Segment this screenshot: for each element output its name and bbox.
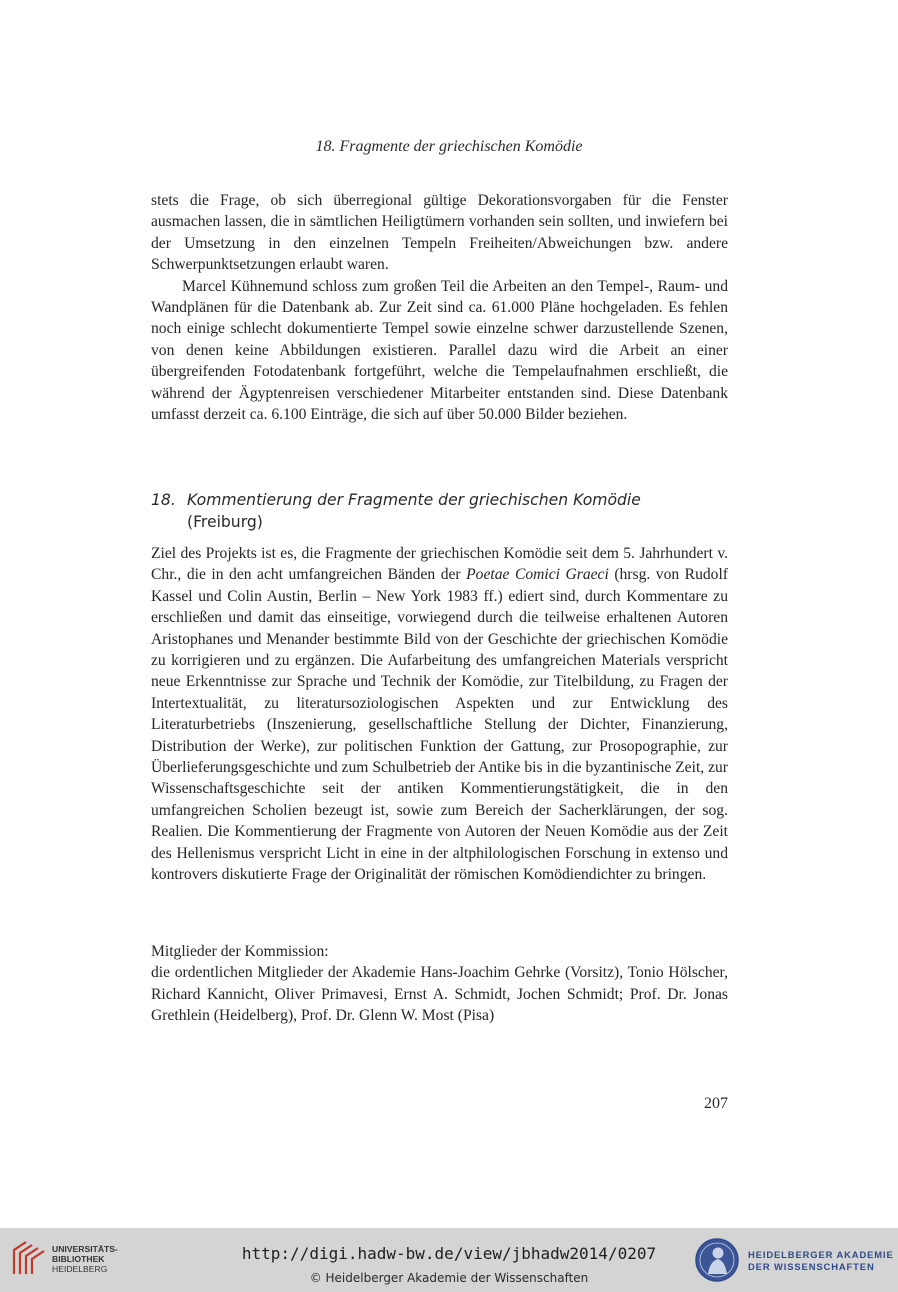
library-name-line: UNIVERSITÄTS- <box>52 1244 118 1254</box>
commission-members <box>151 941 728 1027</box>
document-url-link[interactable]: http://digi.hadw-bw.de/view/jbhadw2014/0207 <box>241 1244 657 1263</box>
text-run: Ziel des Projekts ist es, die Fragmente der griechischen Komödie seit dem 5. Jahrhundert v. Chr., die in den acht umfangreichen Bänden der <box>151 545 728 584</box>
paragraph: Marcel Kühnemund schloss zum großen Teil die Arbeiten an den Tempel-, Raum- und Wandplänen für die Datenbank ab. Zur Zeit sind ca. 61.000 Pläne hochgeladen. Es fehlen noch einige schlecht dokumentierte Tempel sowie einzelne schwer darzustellende Szenen, von denen keine Abbildungen existieren. Parallel dazu wird die Arbeit an einer übergreifenden Fotodatenbank fortgeführt, welche die Tempelaufnahmen erschließt, die während der Ägyptenreisen verschiedener Mitarbeiter entstanden sind. Diese Datenbank umfasst derzeit ca. 6.100 Einträge, die sich auf über 50.000 Bilder beziehen. <box>151 277 728 424</box>
members-label: Mitglieder der Kommission: <box>151 943 329 960</box>
text-run: (hrsg. von Rudolf Kassel und Colin Austin, Berlin – New York 1983 ff.) ediert sind, durch Kommentare zu erschließen und damit das einseitige, vorwiegend durch die teilweise erhaltenen Autoren Aristophanes und Menander bestimmte Bild von der Geschichte der griechischen Komödie zu korrigieren und zu ergänzen. Die Aufarbeitung des umfangreichen Materials verspricht neue Erkenntnisse zur Sprache und Technik der Komödie, zur Titelbildung, zu Fragen der Intertextualität, zu literatursoziologischen Aspekten und zur Entwicklung des Literaturbetriebs (Inszenierung, gesellschaftliche Stellung der Dichter, Finanzierung, Distribution der Werke), zur politischen Funktion der Gattung, zur Prosopographie, zur Überlieferungsgeschichte und zum Schulbetrieb der Antike bis in die byzantinische Zeit, zur Wissenschaftsgeschichte seit der antiken Kommentierungstätigkeit, die in den umfangreichen Scholien bezeugt ist, sowie zum Bereich der Sacherklärungen, der sog. Realien. Die Kommentierung der Fragmente von Autoren der Neuen Komödie aus der Zeit des Hellenismus verspricht Licht in eine in der altphilologischen Forschung in extenso und kontrovers diskutierte Frage der Originalität der römischen Komödiendichter zu bringen. <box>151 566 728 884</box>
paragraph: stets die Frage, ob sich überregional gültige Dekorationsvorgaben für die Fenster ausmachen lassen, die in sämtlichen Heiligtümern vorhanden sein sollten, und inwiefern bei der Umsetzung in den einzelnen Tempeln Freiheiten/Abweichungen bzw. andere Schwerpunktsetzungen erlaubt waren. <box>151 192 728 274</box>
academy-seal-icon <box>694 1236 740 1284</box>
academy-name-line: DER WISSENSCHAFTEN <box>748 1260 875 1272</box>
footer-bar <box>0 1228 898 1292</box>
body-text-block <box>151 543 728 886</box>
library-name-line: HEIDELBERG <box>52 1263 108 1274</box>
body-text-block <box>151 190 728 425</box>
section-number: 18. <box>151 491 176 509</box>
running-head: 18. Fragmente der griechischen Komödie <box>315 138 583 155</box>
section-title: Kommentierung der Fragmente der griechischen Komödie <box>187 491 641 509</box>
library-name-line: BIBLIOTHEK <box>52 1253 105 1264</box>
members-list: die ordentlichen Mitglieder der Akademie Hans-Joachim Gehrke (Vorsitz), Tonio Hölscher, Richard Kannicht, Oliver Primavesi, Ernst A. Schmidt, Jochen Schmidt; Prof. Dr. Jonas Grethlein (Heidelberg), Prof. Dr. Glenn W. Most (Pisa) <box>151 964 728 1025</box>
work-title: Poetae Comici Graeci <box>466 566 609 584</box>
academy-name <box>748 1249 894 1272</box>
section-location: (Freiburg) <box>187 513 263 531</box>
paragraph <box>151 543 728 886</box>
page-number: 207 <box>704 1095 728 1112</box>
copyright-notice: © Heidelberger Akademie der Wissenschaften <box>309 1271 589 1285</box>
academy-name-line: HEIDELBERGER AKADEMIE <box>748 1249 894 1260</box>
